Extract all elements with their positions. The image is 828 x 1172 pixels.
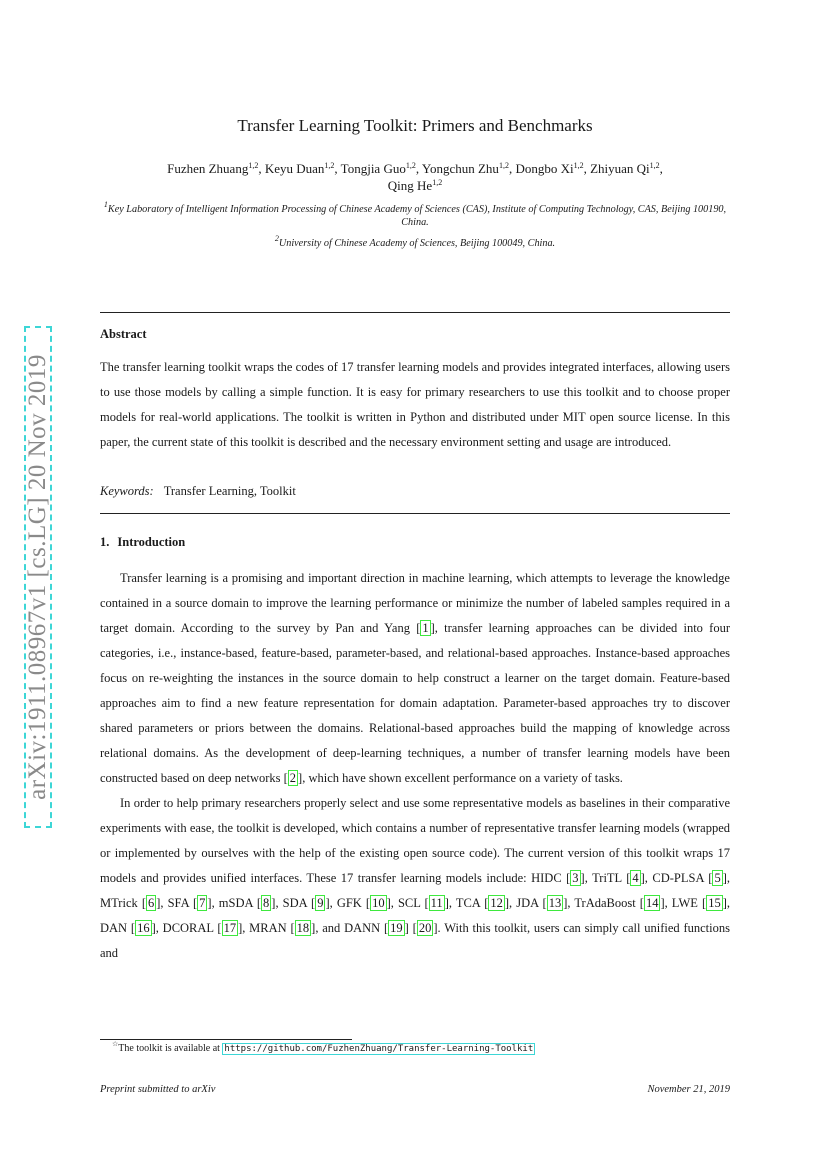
author-name: Yongchun Zhu bbox=[421, 161, 499, 176]
author-affiliation-mark: 1,2 bbox=[498, 161, 509, 170]
keywords-label: Keywords: bbox=[100, 484, 154, 498]
intro-paragraph: Transfer learning is a promising and important direction in machine learning, which attempts to leverage the knowledge contained in a source domain to improve the learning performance or minimize the number of labeled samples required in a target domain. According to the survey by Pan and Yang [ 1 ], transfer learning approaches can be divided into four categories, i.e., instance-based, feature-based, parameter-based, and relational-based approaches. Instance-based approaches focus on re-weighting the instances in the source domain to help construct a learner on the target domain. Feature-based approaches aim to find a new feature representation for domain adaptation. Parameter-based approaches try to discover shared parameters or priors between the domains. Relational-based approaches build the mapping of knowledge across relational domains. As the development of deep-learning techniques, a number of transfer learning models have been constructed based on deep networks [ 2 ], which have shown excellent performance on a variety of tasks. bbox=[100, 571, 730, 785]
paragraph-text: , CD-PLSA bbox=[644, 871, 709, 885]
citation-link[interactable]: 13 bbox=[548, 896, 562, 910]
author-affiliation-mark: 1,2 bbox=[324, 161, 335, 170]
footnote-text: The toolkit is available at bbox=[118, 1043, 223, 1054]
footer-preprint: Preprint submitted to arXiv bbox=[100, 1084, 216, 1095]
paragraph-text: , mSDA bbox=[211, 896, 257, 910]
citation-link[interactable]: 9 bbox=[317, 896, 324, 910]
paragraph-text: , GFK bbox=[329, 896, 366, 910]
citation-link[interactable]: 20 bbox=[418, 921, 432, 935]
citation-link[interactable]: 10 bbox=[372, 896, 385, 910]
intro-paragraph: In order to help primary researchers properly select and use some representative models as baselines in their comparative experiments with ease, the toolkit is developed, which contains a number of representative transfer learning models (wrapped or implemented by ourselves with the help of the existing open source code). The current version of this toolkit wraps 17 models and provides unified interfaces. These 17 transfer learning models include: HIDC [ 3 ], TriTL [ 4 ], CD-PLSA [ 5 ], MTrick [ 6 ], SFA [ 7 ], mSDA [ 8 ], SDA [ 9 ], GFK [ 10 ], SCL [ 11 ], TCA [ 12 ], JDA [ 13 ], TrAdaBoost [ 14 ], LWE [ 15 ], DAN [ 16 ], DCORAL [ 17 ], MRAN [ 18 ], and DANN [ 19 ] [ 20 ]. With this toolkit, users can simply call unified functions and bbox=[100, 796, 730, 960]
citation-link[interactable]: 7 bbox=[199, 896, 206, 910]
citation-link[interactable]: 6 bbox=[147, 896, 155, 910]
paragraph-text: , LWE bbox=[664, 896, 703, 910]
footnote-mark: ☆ bbox=[112, 1040, 119, 1048]
paragraph-text bbox=[409, 921, 413, 935]
paragraph-text: , JDA bbox=[509, 896, 543, 910]
abstract-heading: Abstract bbox=[100, 327, 147, 341]
citation-link[interactable]: 19 bbox=[390, 921, 403, 935]
footnote-rule bbox=[100, 1039, 352, 1040]
author-affiliation-mark: 1,2 bbox=[405, 161, 416, 170]
footer-date: November 21, 2019 bbox=[647, 1084, 730, 1095]
arxiv-sidebar-stamp bbox=[24, 326, 52, 828]
affiliation-2 bbox=[100, 234, 730, 250]
author-name: Fuzhen Zhuang bbox=[167, 161, 249, 176]
citation-link[interactable]: 17 bbox=[223, 921, 237, 935]
author-name: Dongbo Xi bbox=[515, 161, 574, 176]
keywords-value: Transfer Learning, Toolkit bbox=[163, 484, 296, 498]
citation-link[interactable]: 18 bbox=[296, 921, 310, 935]
citation-link[interactable]: 12 bbox=[490, 896, 503, 910]
paragraph-text: , and DANN bbox=[315, 921, 384, 935]
paragraph-text: . With this toolkit, users can simply call unified functions and bbox=[100, 921, 730, 960]
paragraph-text: , TriTL bbox=[584, 871, 627, 885]
citation-link[interactable]: 2 bbox=[289, 771, 297, 785]
footnote bbox=[112, 1040, 535, 1054]
citation-link[interactable]: 16 bbox=[137, 921, 150, 935]
introduction-body bbox=[100, 566, 730, 966]
paragraph-text: , MTrick bbox=[100, 871, 730, 910]
section-title: Introduction bbox=[117, 535, 186, 549]
citation-link[interactable]: 3 bbox=[572, 871, 579, 885]
citation-link[interactable]: 15 bbox=[708, 896, 721, 910]
toolkit-url-link[interactable]: https://github.com/FuzhenZhuang/Transfer-Learning-Toolkit bbox=[224, 1044, 534, 1054]
paragraph-text: , SFA bbox=[160, 896, 193, 910]
arxiv-identifier[interactable]: arXiv:1911.08967v1 [cs.LG] 20 Nov 2019 bbox=[24, 354, 51, 800]
author-name: Zhiyuan Qi bbox=[590, 161, 650, 176]
paragraph-text: , transfer learning approaches can be divided into four categories, i.e., instance-based, feature-based, parameter-based, and relational-based approaches. Instance-based approaches focus on re-weighting the instances in the source domain to help construct a learner on the target domain. Feature-based approaches aim to find a new feature representation for domain adaptation. Parameter-based approaches try to discover shared parameters or priors between the domains. Relational-based approaches build the mapping of knowledge across relational domains. As the development of deep-learning techniques, a number of transfer learning models have been constructed based on deep networks bbox=[100, 621, 730, 785]
citation-link[interactable]: 1 bbox=[422, 621, 429, 635]
section-heading bbox=[100, 535, 185, 550]
citation-link[interactable]: 14 bbox=[645, 896, 659, 910]
paragraph-text: , SDA bbox=[275, 896, 312, 910]
author-affiliation-mark: 1,2 bbox=[248, 161, 259, 170]
paragraph-text: , TrAdaBoost bbox=[567, 896, 640, 910]
paragraph-text: , SCL bbox=[390, 896, 425, 910]
citation-link[interactable]: 5 bbox=[714, 871, 721, 885]
paragraph-text: , which have shown excellent performance on a variety of tasks. bbox=[302, 771, 623, 785]
author-list: Fuzhen Zhuang$^{1,2}$, Keyu Duan$^{1,2}$, Tongjia Guo$^{1,2}$, Yongchun Zhu$^{1,2}$, Dongbo Xi$^{1,2}$, Zhiyuan Qi$^{1,2}$, Qing He$^{1,2}$ bbox=[167, 161, 663, 193]
abstract-paragraph: The transfer learning toolkit wraps the codes of 17 transfer learning models and provides integrated interfaces, allowing users to use those models by calling a simple function. It is easy for primary researchers to use this toolkit and to choose proper models for real-world applications. The toolkit is written in Python and distributed under MIT open source license. In this paper, the current state of this toolkit is described and the necessary environment setting and usage are introduced. bbox=[100, 360, 730, 449]
affiliation-number: 2 bbox=[274, 234, 279, 243]
author-name: Tongjia Guo bbox=[340, 161, 406, 176]
citation-link[interactable]: 8 bbox=[263, 896, 270, 910]
author-name: Keyu Duan bbox=[264, 161, 325, 176]
bottom-rule bbox=[100, 513, 730, 514]
keywords bbox=[100, 484, 296, 499]
affiliation-number: 1 bbox=[103, 200, 108, 209]
abstract-body bbox=[100, 355, 730, 455]
paragraph-text: , DCORAL bbox=[155, 921, 218, 935]
paragraph-text: Transfer learning is a promising and important direction in machine learning, which attempts to leverage the knowledge contained in a source domain to improve the learning performance or minimize the number of labeled samples required in a target domain. According to the survey by Pan and Yang bbox=[100, 571, 730, 635]
top-rule bbox=[100, 312, 730, 313]
paragraph-text: , DAN bbox=[100, 896, 730, 935]
author-affiliation-mark: 1,2 bbox=[432, 178, 443, 187]
author-name: Qing He bbox=[387, 178, 433, 193]
affiliation-text: Key Laboratory of Intelligent Information Processing of Chinese Academy of Sciences (CAS), Institute of Computing Technology, CAS, Beijing 100190, China. bbox=[107, 204, 727, 228]
citation-link[interactable]: 11 bbox=[430, 896, 443, 910]
affiliation-text: University of Chinese Academy of Sciences, Beijing 100049, China. bbox=[278, 238, 556, 249]
paragraph-text: , MRAN bbox=[242, 921, 291, 935]
author-affiliation-mark: 1,2 bbox=[573, 161, 584, 170]
affiliation-1 bbox=[100, 200, 730, 229]
author-affiliation-mark: 1,2 bbox=[649, 161, 660, 170]
paper-title: Transfer Learning Toolkit: Primers and Benchmarks bbox=[237, 116, 593, 135]
section-number: 1. bbox=[100, 535, 110, 549]
paragraph-text: In order to help primary researchers properly select and use some representative models as baselines in their comparative experiments with ease, the toolkit is developed, which contains a number of representative transfer learning models (wrapped or implemented by ourselves with the help of the existing open source code). The current version of this toolkit wraps 17 models and provides unified interfaces. These 17 transfer learning models include: HIDC bbox=[100, 796, 730, 885]
citation-link[interactable]: 4 bbox=[632, 871, 639, 885]
paragraph-text: , TCA bbox=[448, 896, 485, 910]
